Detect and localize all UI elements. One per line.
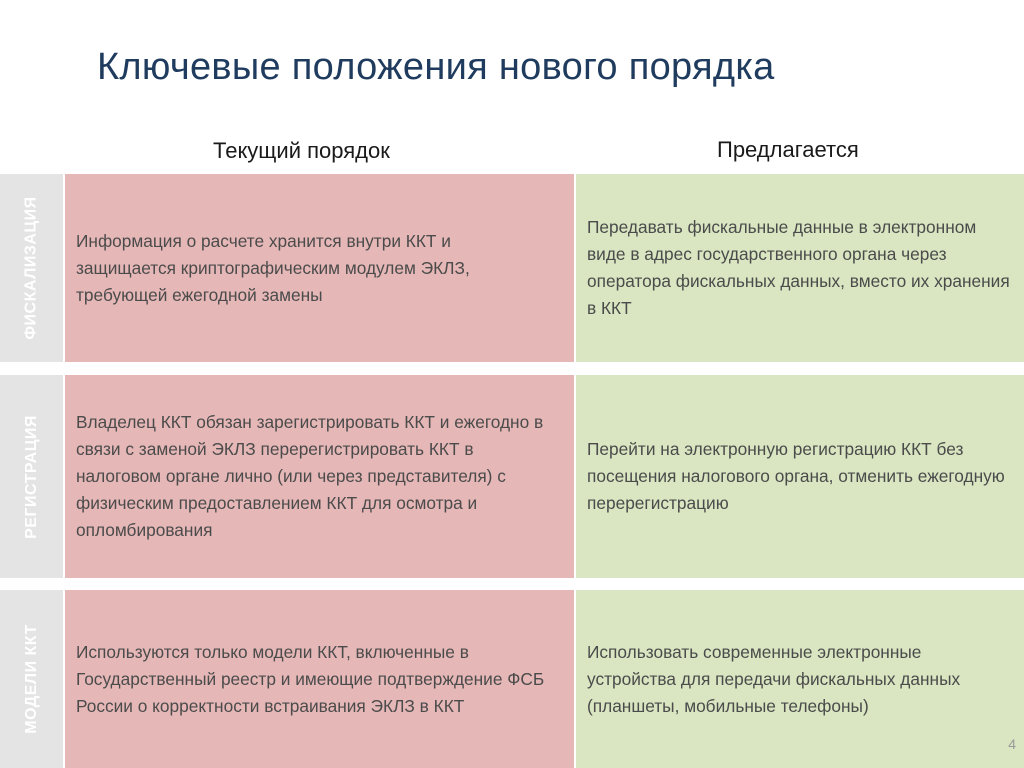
column-header-current: Текущий порядок — [213, 138, 390, 163]
proposed-cell-models — [576, 590, 1024, 768]
row-label-fiscalization — [0, 174, 63, 362]
current-cell-fiscalization — [65, 174, 574, 362]
current-text: Используются только модели ККТ, включенные в Государственный реестр и имеющие подтверждение ФСБ России о корректности встраивания ЭКЛЗ в ККТ — [76, 641, 545, 716]
current-text: Владелец ККТ обязан зарегистрировать ККТ и ежегодно в связи с заменой ЭКЛЗ перерегистрировать ККТ в налоговом органе лично (или через представителя) с физическим предоставлением ККТ для осмотра и опломбирования — [76, 412, 544, 540]
proposed-cell-registration — [576, 375, 1024, 578]
row-label-text: РЕГИСТРАЦИЯ — [22, 414, 40, 539]
slide-title: Ключевые положения нового порядка — [97, 46, 775, 88]
column-header-proposed: Предлагается — [717, 137, 859, 162]
row-label-text: МОДЕЛИ ККТ — [22, 624, 40, 734]
row-label-text: ФИСКАЛИЗАЦИЯ — [22, 196, 40, 340]
page-number: 4 — [1008, 736, 1016, 752]
current-cell-models — [65, 590, 574, 768]
row-label-models — [0, 590, 63, 768]
proposed-text: Перейти на электронную регистрацию ККТ без посещения налогового органа, отменить ежегодную перерегистрацию — [587, 439, 1005, 513]
row-label-registration — [0, 375, 63, 578]
proposed-cell-fiscalization — [576, 174, 1024, 362]
proposed-text: Передавать фискальные данные в электронном виде в адрес государственного органа через оператора фискальных данных, вместо их хранения в ККТ — [587, 217, 1010, 318]
proposed-text: Использовать современные электронные устройства для передачи фискальных данных (планшеты, мобильные телефоны) — [587, 641, 961, 716]
current-cell-registration — [65, 375, 574, 578]
current-text: Информация о расчете хранится внутри ККТ и защищается криптографическим модулем ЭКЛЗ, требующей ежегодной замены — [76, 230, 470, 305]
